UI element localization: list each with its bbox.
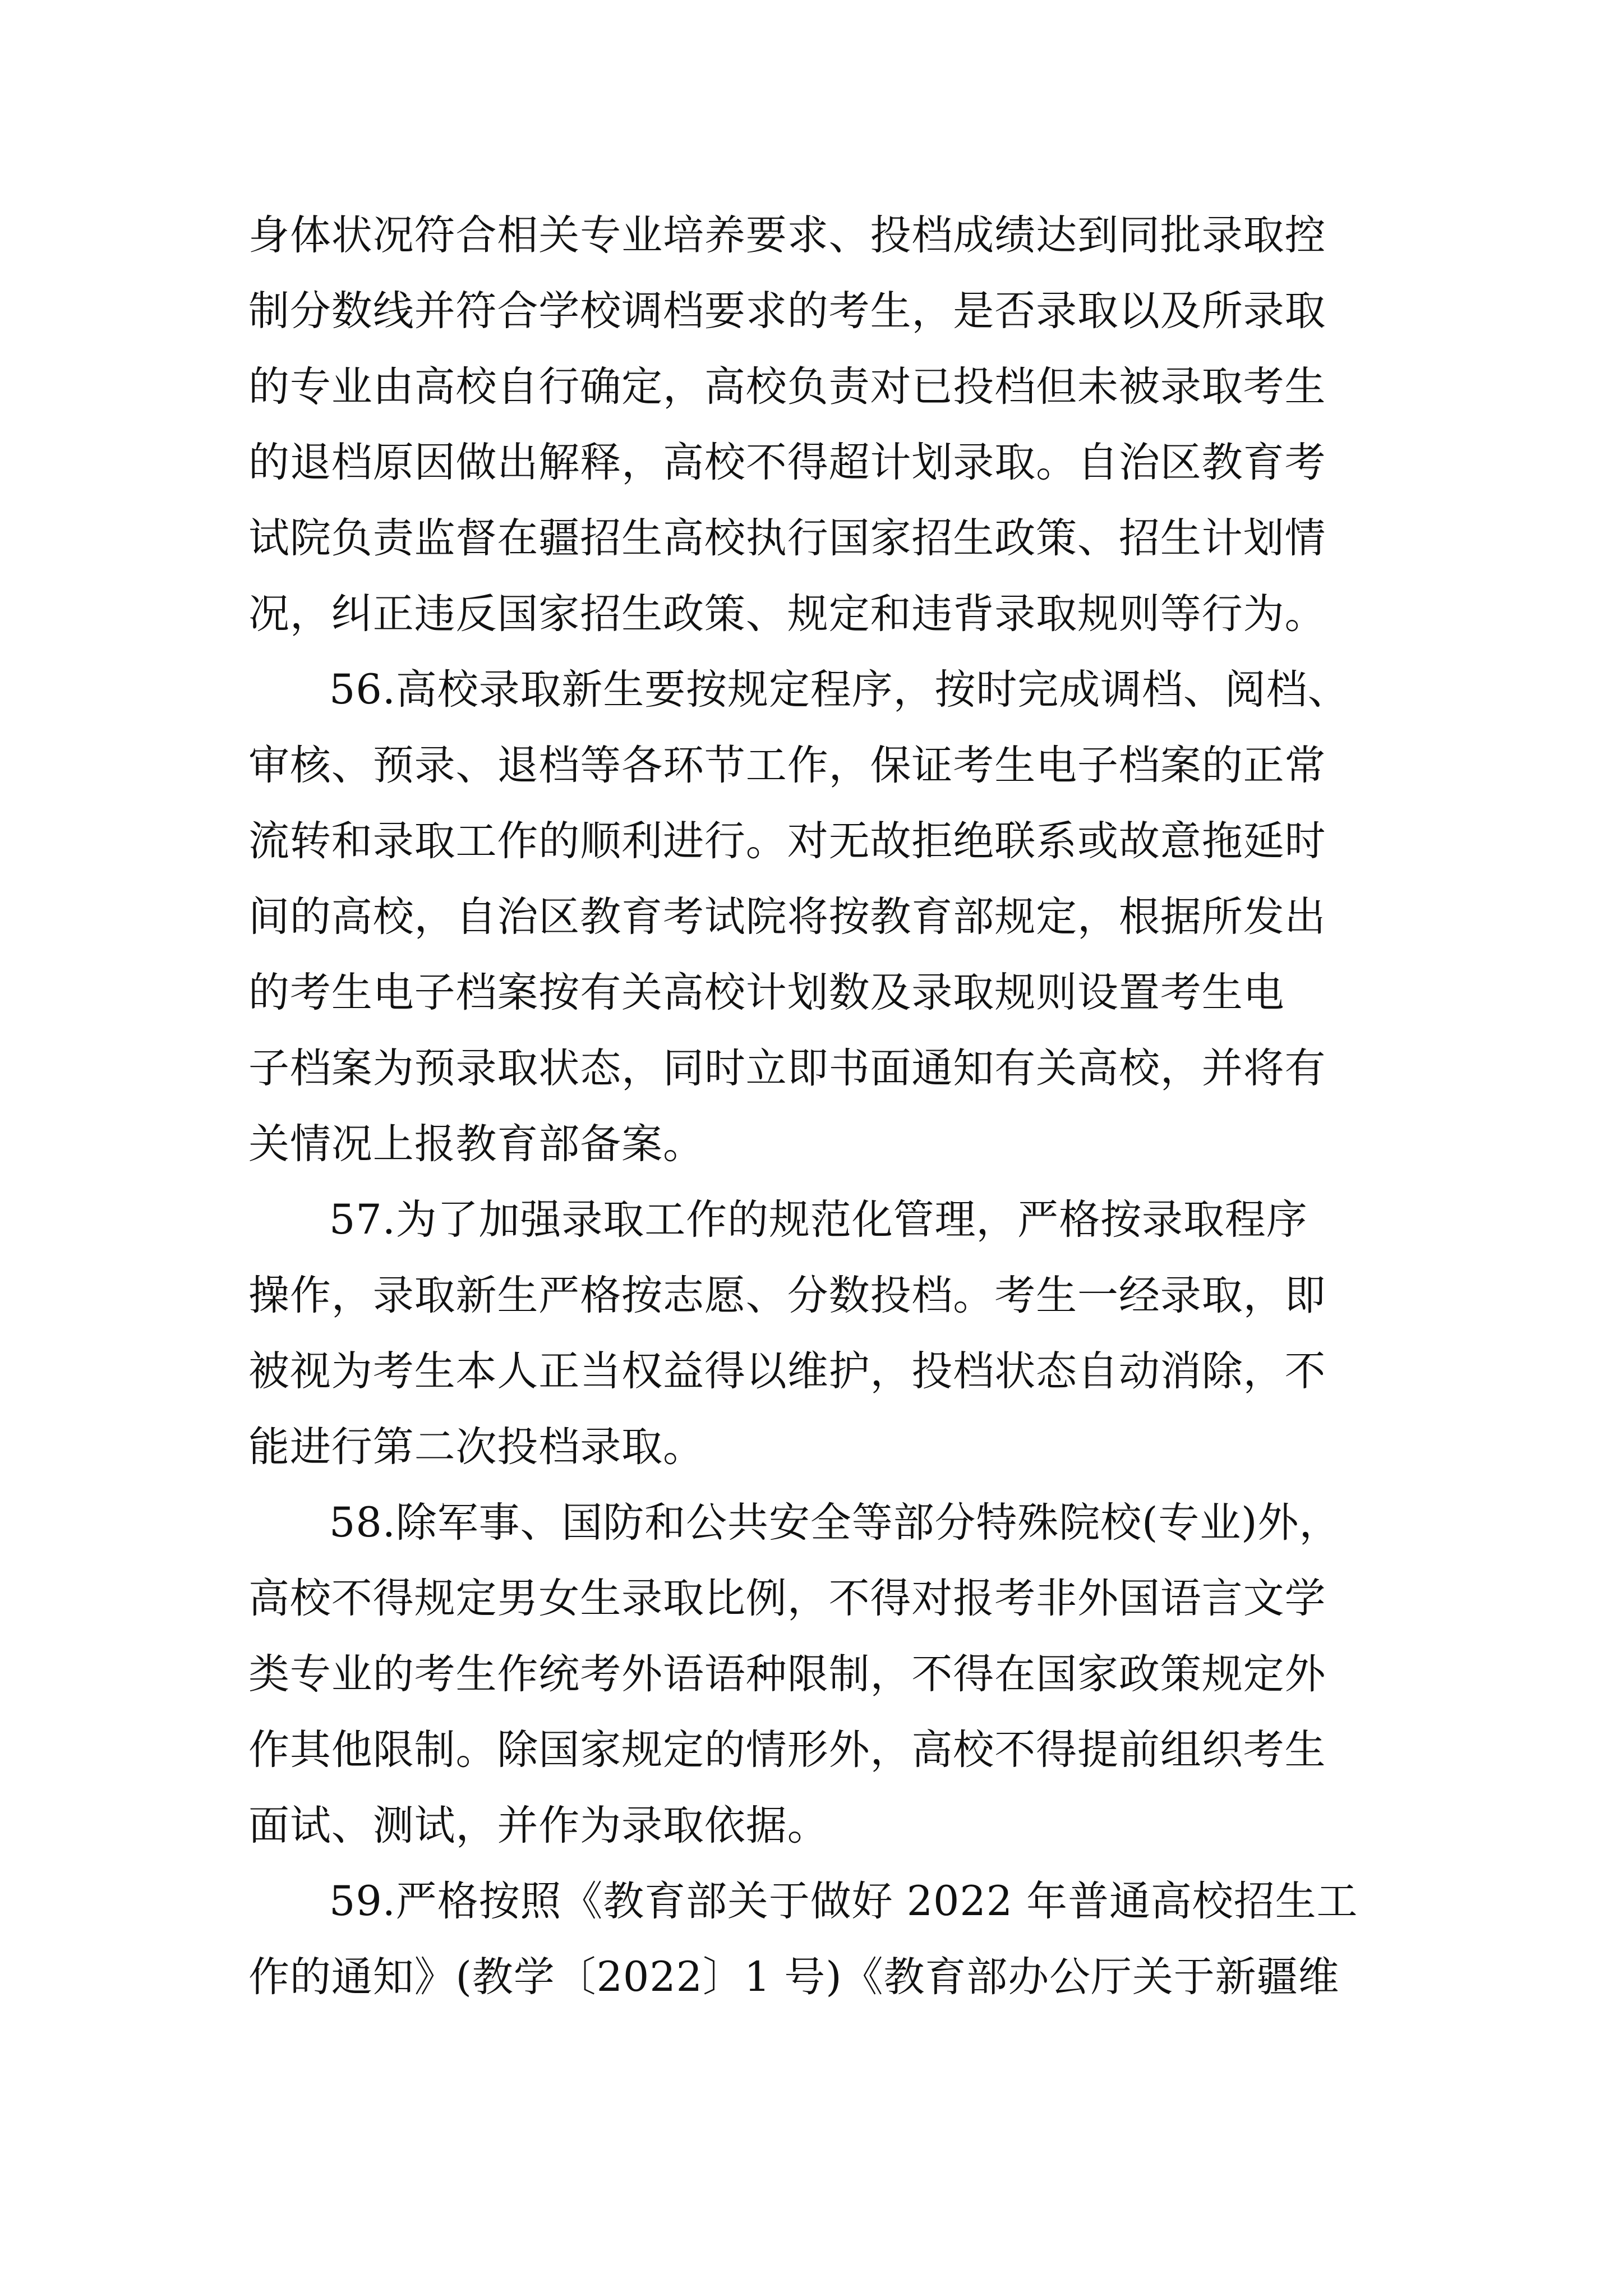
text-line: 流转和录取工作的顺利进行。对无故拒绝联系或故意拖延时 — [248, 817, 1326, 865]
text-line: 身体状况符合相关专业培养要求、投档成绩达到同批录取控 — [248, 211, 1326, 259]
text-line: 57.为了加强录取工作的规范化管理，严格按录取程序 — [329, 1196, 1308, 1244]
text-line: 56.高校录取新生要按规定程序，按时完成调档、阅档、 — [329, 666, 1349, 714]
text-line: 子档案为预录取状态，同时立即书面通知有关高校，并将有 — [248, 1045, 1326, 1092]
text-line: 间的高校，自治区教育考试院将按教育部规定，根据所发出 — [248, 893, 1326, 941]
text-line: 审核、预录、退档等各环节工作，保证考生电子档案的正常 — [248, 742, 1326, 789]
text-line: 被视为考生本人正当权益得以维护，投档状态自动消除，不 — [248, 1347, 1326, 1395]
text-line: 面试、测试，并作为录取依据。 — [248, 1802, 829, 1849]
text-line: 作的通知》(教学〔2022〕1 号)《教育部办公厅关于新疆维 — [248, 1953, 1340, 2001]
text-line: 况，纠正违反国家招生政策、规定和违背录取规则等行为。 — [248, 590, 1326, 638]
text-line: 操作，录取新生严格按志愿、分数投档。考生一经录取，即 — [248, 1272, 1326, 1319]
text-line: 试院负责监督在疆招生高校执行国家招生政策、招生计划情 — [248, 514, 1326, 562]
text-line: 的退档原因做出解释，高校不得超计划录取。自治区教育考 — [248, 439, 1326, 486]
text-line: 制分数线并符合学校调档要求的考生，是否录取以及所录取 — [248, 287, 1326, 335]
text-line: 高校不得规定男女生录取比例，不得对报考非外国语言文学 — [248, 1575, 1326, 1622]
text-line: 59.严格按照《教育部关于做好 2022 年普通高校招生工 — [329, 1878, 1358, 1925]
text-line: 类专业的考生作统考外语语种限制，不得在国家政策规定外 — [248, 1650, 1326, 1698]
text-line: 作其他限制。除国家规定的情形外，高校不得提前组织考生 — [248, 1726, 1326, 1774]
text-line: 的考生电子档案按有关高校计划数及录取规则设置考生电 — [248, 969, 1285, 1016]
text-line: 的专业由高校自行确定，高校负责对已投档但未被录取考生 — [248, 363, 1326, 411]
text-line: 关情况上报教育部备案。 — [248, 1120, 704, 1168]
text-line: 58.除军事、国防和公共安全等部分特殊院校(专业)外， — [329, 1499, 1341, 1547]
document-body — [248, 197, 1393, 2015]
text-line: 能进行第二次投档录取。 — [248, 1423, 704, 1471]
